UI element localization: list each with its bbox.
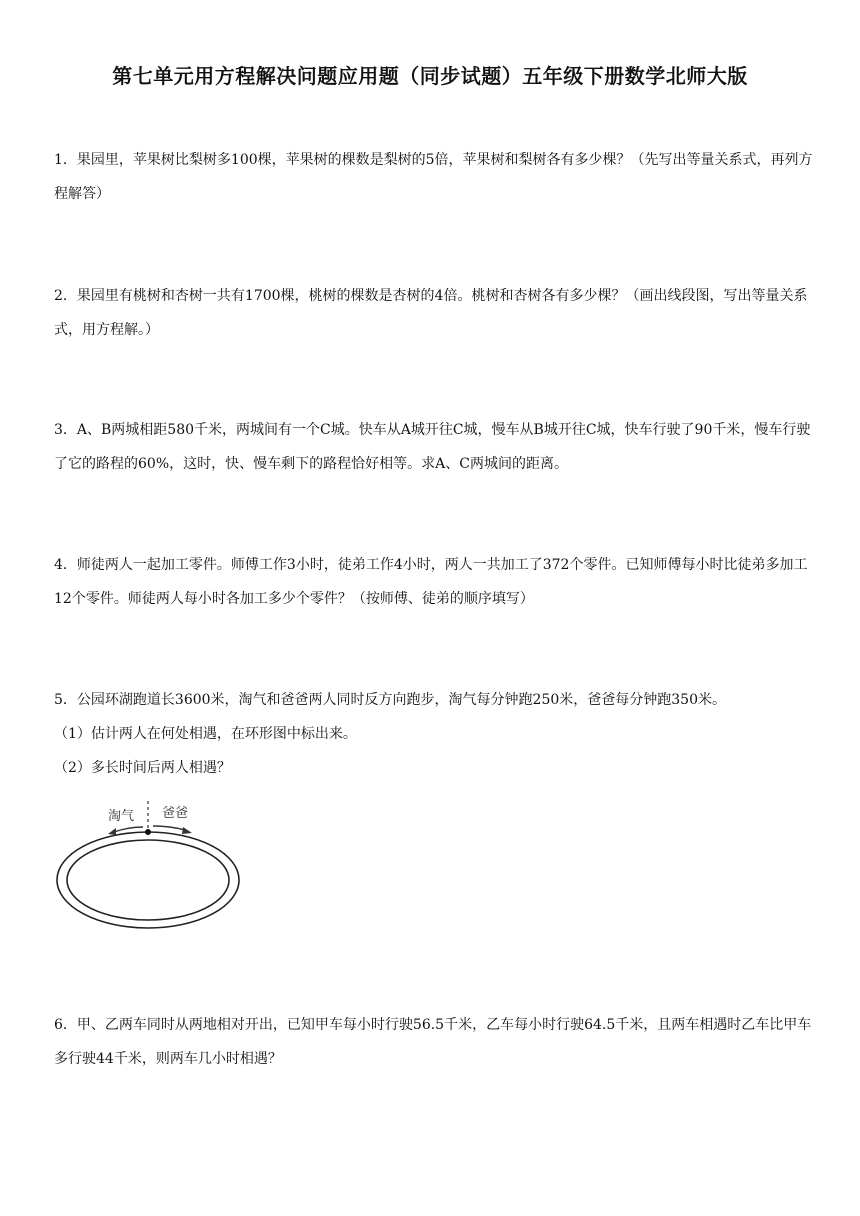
track-inner-edge — [67, 840, 229, 920]
start-point-dot — [145, 829, 151, 835]
question-2-text: 2．果园里有桃树和杏树一共有1700棵，桃树的棵数是杏树的4倍。桃树和杏树各有多少棵？（画出线段图，写出等量关系式，用方程解。） — [54, 288, 808, 338]
question-5-subquestion-2: （2）多长时间后两人相遇？ — [54, 760, 231, 776]
question-6-text: 6．甲、乙两车同时从两地相对开出，已知甲车每小时行驶56.5千米，乙车每小时行驶64.5千米，且两车相遇时乙车比甲车多行驶44千米，则两车几小时相遇？ — [54, 1017, 812, 1067]
question-3-text: 3．A、B两城相距580千米，两城间有一个C城。快车从A城开往C城，慢车从B城开往C城，快车行驶了90千米，慢车行驶了它的路程的60%，这时，快、慢车剩下的路程恰好相等。求A、C两城间的距离。 — [54, 422, 811, 472]
question-5-subquestion-1: （1）估计两人在何处相遇，在环形图中标出来。 — [54, 726, 357, 742]
track-outer-edge — [57, 832, 239, 928]
ring-track-diagram — [50, 795, 250, 935]
question-1 — [54, 143, 814, 211]
left-direction-arrow — [114, 827, 143, 832]
figure-label-left: 淘气 — [108, 809, 135, 824]
question-6 — [54, 1008, 814, 1076]
question-4-text: 4．师徒两人一起加工零件。师傅工作3小时，徒弟工作4小时，两人一共加工了372个零件。已知师傅每小时比徒弟多加工12个零件。师徒两人每小时各加工多少个零件？（按师傅、徒弟的顺序填写） — [54, 557, 808, 607]
question-4 — [54, 548, 814, 616]
track-figure — [50, 795, 250, 935]
right-direction-arrow — [153, 826, 185, 830]
left-arrowhead-icon — [108, 828, 116, 835]
question-5 — [54, 683, 814, 785]
document-title: 第七单元用方程解决问题应用题（同步试题）五年级下册数学北师大版 — [112, 64, 748, 88]
right-arrowhead-icon — [182, 827, 192, 834]
question-1-text: 1．果园里，苹果树比梨树多100棵，苹果树的棵数是梨树的5倍，苹果树和梨树各有多少棵？（先写出等量关系式，再列方程解答） — [54, 152, 813, 202]
question-3 — [54, 413, 814, 481]
question-2 — [54, 279, 814, 347]
question-5-text: 5．公园环湖跑道长3600米，淘气和爸爸两人同时反方向跑步，淘气每分钟跑250米，爸爸每分钟跑350米。 — [54, 692, 726, 708]
figure-label-right: 爸爸 — [162, 806, 189, 821]
